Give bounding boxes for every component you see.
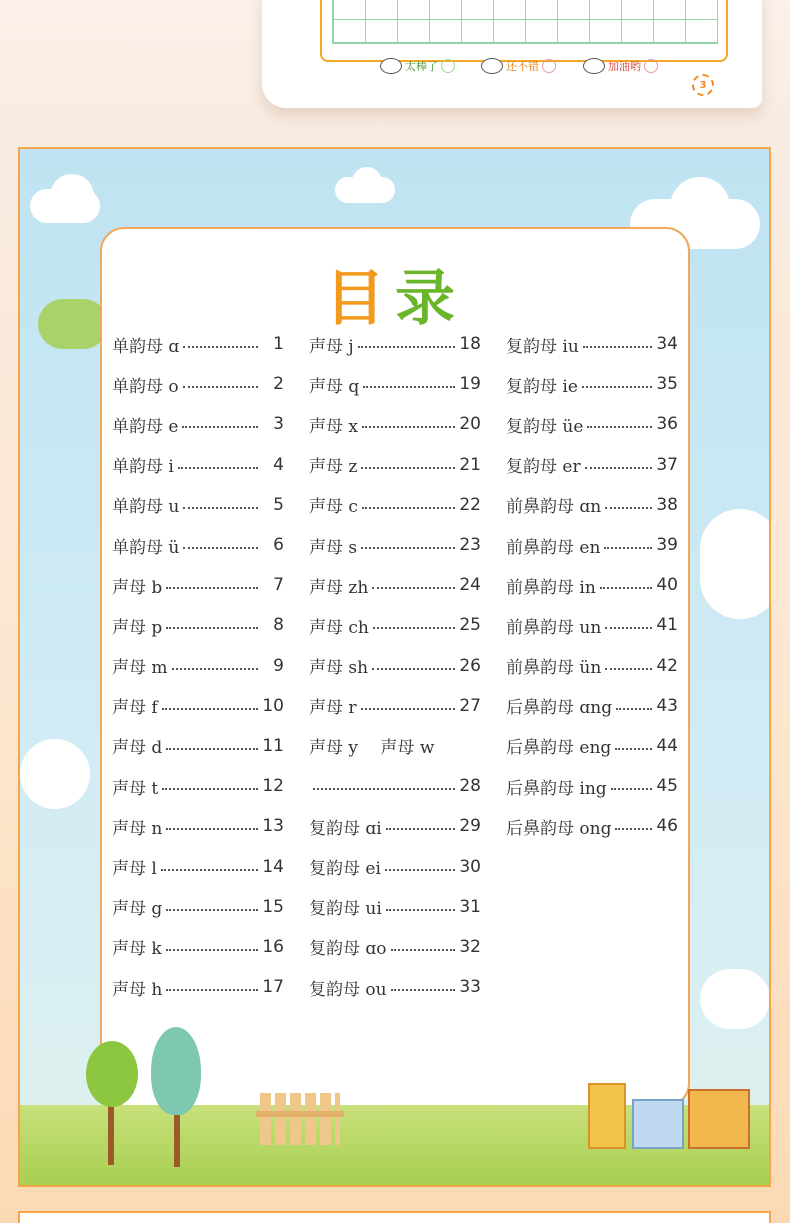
leader-dots [391,949,455,951]
toc-entry-page: 34 [656,334,678,355]
toc-entry [112,927,284,967]
toc-entry [309,766,481,806]
toc-title-part1: 目 [325,264,395,334]
rating-good [481,58,556,74]
toc-entry [309,967,481,1007]
toc-entry-label: 单韵母 e [112,416,179,437]
toc-entry-label: 声母 n [112,818,163,839]
toc-entry-page: 45 [656,776,678,797]
toc-entry-label: 后鼻韵母 ɑng [506,698,613,719]
leader-dots [162,708,258,710]
cloud [50,174,94,218]
toc-entry-label: 单韵母 ü [112,537,180,558]
toc-entry [309,324,481,364]
leader-dots [166,949,258,951]
toc-entry [112,605,284,645]
toc-entry [112,404,284,444]
toc-entry-page: 21 [459,454,481,475]
toc-entry-label: 声母 z [309,457,358,478]
toc-entry-label: 声母 m [112,658,168,679]
toc-entry-page: 26 [459,655,481,676]
toc-entry [309,485,481,525]
toc-entry-page: 32 [459,936,481,957]
toc-entry [506,525,678,565]
toc-entry [112,565,284,605]
toc-entry-page: 24 [459,575,481,596]
toc-entry-label: 单韵母 u [112,497,180,518]
toc-entry [506,485,678,525]
toc-entry-page: 11 [262,735,284,756]
leader-dots [615,828,652,830]
toc-entry-page: 28 [459,776,481,797]
leader-dots [605,668,652,670]
toc-entry-page: 22 [459,494,481,515]
cloud [700,509,771,619]
toc-entry-page: 12 [262,776,284,797]
toc-entry-label: 声母 l [112,859,157,880]
toc-entry-page: 30 [459,856,481,877]
toc-entry-page: 25 [459,615,481,636]
wooden-fence [260,1093,340,1145]
toc-entry [112,846,284,886]
toc-column-2 [309,324,481,1007]
toc-entry [112,485,284,525]
toc-entry [112,364,284,404]
leader-dots [166,828,258,830]
toc-entry [506,605,678,645]
rating-keep-going [583,58,658,74]
toc-entry-page: 1 [273,334,284,355]
toc-entry-label: 声母 f [112,698,158,719]
toc-entry [309,686,481,726]
rating-label: 太棒了 [405,60,438,73]
leader-dots [182,426,258,428]
leader-dots [604,547,652,549]
leader-dots [361,547,455,549]
toc-entry [506,806,678,846]
toc-entry-page: 17 [262,977,284,998]
leader-dots [587,426,652,428]
toc-entry [309,806,481,846]
toc-entry-label: 复韵母 ou [309,979,387,1000]
toc-entry-page: 18 [459,334,481,355]
toc-entry [506,686,678,726]
leader-dots [615,748,652,750]
rating-label: 加油哟 [608,60,641,73]
toc-entry-page: 36 [656,414,678,435]
toc-entry [112,324,284,364]
leader-dots [582,386,652,388]
leader-dots [183,507,258,509]
toc-entry [309,927,481,967]
toc-entry-page: 13 [262,816,284,837]
toc-entry-label: 复韵母 ɑo [309,939,387,960]
yellow-tower [588,1083,626,1149]
toc-entry [309,364,481,404]
toc-entry-page: 16 [262,936,284,957]
toc-entry [112,646,284,686]
leader-dots [363,386,455,388]
toc-entry [309,445,481,485]
toc-entry-label: 复韵母 er [506,457,581,478]
leader-dots [583,346,652,348]
toc-entry-page: 9 [273,655,284,676]
toc-entry-label: 前鼻韵母 un [506,617,602,638]
leader-dots [162,788,258,790]
leader-dots [386,828,455,830]
toc-entry-page: 35 [656,374,678,395]
toc-entry [506,565,678,605]
toc-entry-label: 单韵母 ɑ [112,336,180,357]
toc-entry-label: 前鼻韵母 ɑn [506,497,602,518]
leader-dots [183,386,258,388]
toc-entry-page: 10 [262,695,284,716]
toc-entry-page: 20 [459,414,481,435]
toc-entry-page: 46 [656,816,678,837]
toc-entry [506,324,678,364]
leader-dots [161,869,258,871]
toc-entry-label: 复韵母 ɑi [309,818,382,839]
toc-entry-label: 单韵母 o [112,376,179,397]
panda-icon [481,58,503,74]
leader-dots [373,627,455,629]
toc-entry-label: 声母 q [309,376,360,397]
cloud [20,739,90,809]
leader-dots [183,346,258,348]
toc-entry-page: 5 [273,494,284,515]
leader-dots [178,467,258,469]
toc-entry-label: 复韵母 iu [506,336,579,357]
toc-entry-page: 14 [262,856,284,877]
toc-entry-page: 19 [459,374,481,395]
toc-entry-label: 复韵母 ui [309,899,382,920]
toc-entry-label: 前鼻韵母 ün [506,658,602,679]
toc-entry [506,364,678,404]
toc-entry [309,887,481,927]
toc-entry [309,404,481,444]
rating-circle [644,59,658,73]
toc-entry-label: 声母 s [309,537,358,558]
toc-entry-page: 6 [273,535,284,556]
leader-dots [605,627,652,629]
toc-entry-label: 声母 g [112,899,163,920]
toc-entry [309,846,481,886]
toc-entry-page: 39 [656,535,678,556]
blue-house [632,1099,684,1149]
leader-dots [616,708,652,710]
toc-entry-label: 声母 c [309,497,358,518]
cloud [670,177,730,237]
toc-entry-page: 15 [262,896,284,917]
toc-entry-page: 40 [656,575,678,596]
toc-entry-label: 声母 ch [309,617,369,638]
toc-entry-page: 33 [459,977,481,998]
toc-entry [309,565,481,605]
toc-entry [506,646,678,686]
toc-entry-label: 声母 d [112,738,163,759]
orange-house [688,1089,750,1149]
toc-entry-page: 37 [656,454,678,475]
leader-dots [361,467,455,469]
toc-entry-page: 7 [273,575,284,596]
toc-entry-page: 4 [273,454,284,475]
rating-circle [542,59,556,73]
leader-dots [585,467,652,469]
toc-entry [112,967,284,1007]
toc-entry-label: 声母 x [309,416,358,437]
toc-card [100,227,690,1107]
toc-entry-label: 后鼻韵母 ing [506,778,607,799]
toc-entry-page: 43 [656,695,678,716]
toc-entry [309,605,481,645]
toc-entry-label: 声母 j [309,336,354,357]
apple-tree [86,1041,138,1107]
toc-entry-label: 声母 zh [309,577,369,598]
toc-entry-page: 38 [656,494,678,515]
rating-great [380,58,455,74]
leader-dots [166,989,258,991]
leader-dots [385,869,455,871]
toc-entry-page: 8 [273,615,284,636]
leader-dots [605,507,652,509]
toc-entry [112,806,284,846]
toc-entry-page: 44 [656,735,678,756]
toc-entry-label: 声母 p [112,617,163,638]
toc-entry-label: 复韵母 ie [506,376,578,397]
leader-dots [361,708,455,710]
leader-dots [166,587,258,589]
toc-entry-label: 声母 t [112,778,159,799]
toc-poster [18,147,771,1187]
leader-dots [600,587,652,589]
toc-entry-label: 声母 k [112,939,162,960]
toc-column-3 [506,324,678,846]
toc-entry [112,887,284,927]
toc-entry-page: 29 [459,816,481,837]
rating-circle [441,59,455,73]
toc-entry [112,686,284,726]
toc-entry-page: 3 [273,414,284,435]
toc-entry [506,726,678,766]
toc-entry [506,766,678,806]
leader-dots [372,668,455,670]
toc-entry [309,726,481,766]
toc-column-1 [112,324,284,1007]
leader-dots [362,426,455,428]
toc-title-part2: 录 [395,264,465,334]
green-bush [38,299,108,349]
leader-dots [166,748,258,750]
page-number-badge: 3 [692,74,714,96]
toc-entry-label: 后鼻韵母 eng [506,738,612,759]
toc-entry [112,445,284,485]
leader-dots [611,788,652,790]
leader-dots [358,346,455,348]
toc-entry-page: 23 [459,535,481,556]
toc-entry-label: 复韵母 ei [309,859,381,880]
toc-entry-label: 单韵母 i [112,457,174,478]
toc-entry-label: 后鼻韵母 ong [506,818,612,839]
toc-entry [112,726,284,766]
leader-dots [362,507,455,509]
next-panel-edge [18,1211,771,1223]
toc-entry [112,525,284,565]
toc-entry-page: 42 [656,655,678,676]
toc-entry-label: 声母 sh [309,658,369,679]
toc-entry [112,766,284,806]
leader-dots [172,668,258,670]
toc-entry-label: 声母 y 声母 w [309,738,435,759]
toc-entry [506,404,678,444]
toc-entry [309,525,481,565]
toc-entry-label: 复韵母 üe [506,416,584,437]
writing-grid [332,0,718,44]
leader-dots [372,587,455,589]
leader-dots [166,627,258,629]
panda-icon [583,58,605,74]
toc-entry-label: 声母 h [112,979,163,1000]
cloud [352,167,382,197]
toc-entry-label: 声母 b [112,577,163,598]
green-tree [151,1027,201,1115]
panda-icon [380,58,402,74]
toc-entry-page: 2 [273,374,284,395]
toc-entry-page: 27 [459,695,481,716]
toc-entry-page: 41 [656,615,678,636]
toc-entry-label: 前鼻韵母 en [506,537,601,558]
leader-dots [386,909,455,911]
leader-dots [166,909,258,911]
leader-dots [391,989,455,991]
leader-dots [183,547,258,549]
toc-entry-page: 31 [459,896,481,917]
toc-entry-label: 前鼻韵母 in [506,577,596,598]
cloud [700,969,770,1029]
leader-dots [313,788,455,790]
toc-entry [309,646,481,686]
rating-label: 还不错 [506,60,539,73]
toc-entry-label: 声母 r [309,698,357,719]
toc-entry [506,445,678,485]
